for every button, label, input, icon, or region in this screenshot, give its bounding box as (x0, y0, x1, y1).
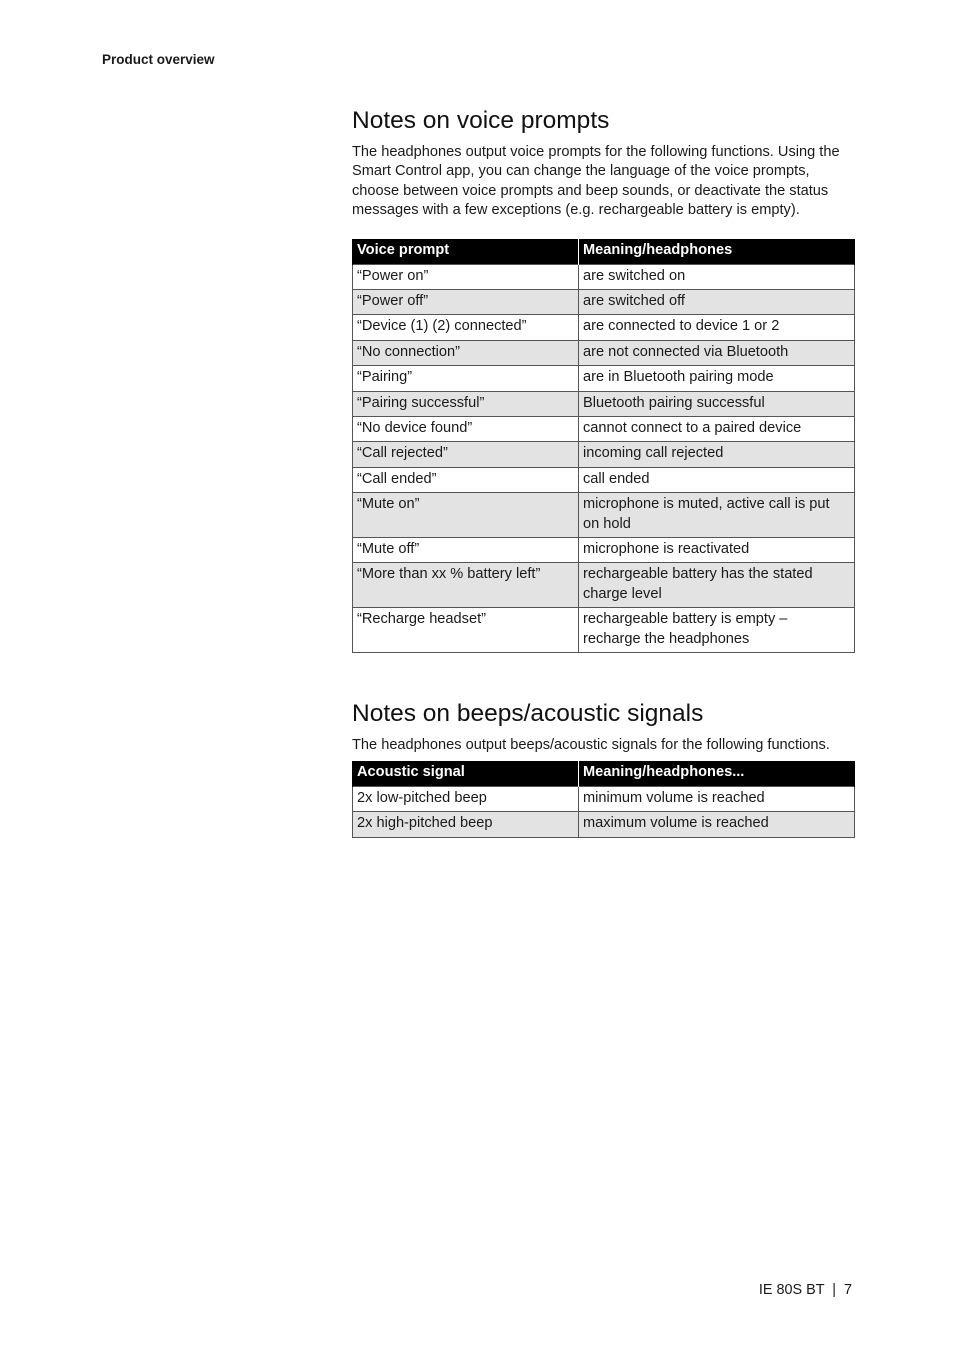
voice-prompt-cell: “Device (1) (2) connected” (353, 315, 579, 340)
meaning-cell: are switched off (579, 290, 855, 315)
table-header-row (353, 239, 855, 264)
table-row (353, 442, 855, 467)
meaning-cell: are connected to device 1 or 2 (579, 315, 855, 340)
voice-prompt-cell: “Pairing successful” (353, 391, 579, 416)
table-row (353, 786, 855, 811)
table-row (353, 563, 855, 608)
meaning-cell: rechargeable battery has the stated charge level (579, 563, 855, 608)
table-row (353, 366, 855, 391)
voice-prompt-cell: “No connection” (353, 340, 579, 365)
voice-prompt-cell: “Mute off” (353, 538, 579, 563)
meaning-cell: microphone is muted, active call is put on hold (579, 493, 855, 538)
meaning-cell: incoming call rejected (579, 442, 855, 467)
meaning-cell: are switched on (579, 264, 855, 289)
table-row (353, 493, 855, 538)
column-header-meaning: Meaning/headphones... (579, 761, 855, 786)
table-row (353, 315, 855, 340)
page-footer (759, 1282, 852, 1298)
voice-prompt-cell: “Power off” (353, 290, 579, 315)
meaning-cell: are not connected via Bluetooth (579, 340, 855, 365)
page-number: 7 (843, 1282, 852, 1298)
table-row (353, 608, 855, 653)
column-header-meaning: Meaning/headphones (579, 239, 855, 264)
meaning-cell: Bluetooth pairing successful (579, 391, 855, 416)
table-row (353, 538, 855, 563)
table-row (353, 290, 855, 315)
voice-prompt-cell: “Recharge headset” (353, 608, 579, 653)
acoustic-signal-cell: 2x high-pitched beep (353, 812, 579, 837)
section-intro: The headphones output voice prompts for the following functions. Using the Smart Control app, you can change the language of the voice prompts, choose between voice prompts and beep sounds, or deactivate the status messages with a few exceptions (e.g. rechargeable battery is empty). (352, 144, 840, 218)
voice-prompt-cell: “Pairing” (353, 366, 579, 391)
table-header-row (353, 761, 855, 786)
running-header: Product overview (102, 52, 215, 67)
meaning-cell: call ended (579, 467, 855, 492)
section-title: Notes on beeps/acoustic signals (352, 700, 704, 727)
table-row (353, 340, 855, 365)
voice-prompts-table (352, 239, 855, 653)
meaning-cell: microphone is reactivated (579, 538, 855, 563)
column-header-voice-prompt: Voice prompt (353, 239, 579, 264)
meaning-cell: minimum volume is reached (579, 786, 855, 811)
product-name: IE 80S BT (758, 1282, 825, 1298)
voice-prompt-cell: “More than xx % battery left” (353, 563, 579, 608)
acoustic-signals-table (352, 761, 855, 837)
table-row (353, 467, 855, 492)
voice-prompts-section (352, 104, 854, 653)
voice-prompt-cell: “Mute on” (353, 493, 579, 538)
footer-separator: | (832, 1282, 836, 1298)
acoustic-signals-section (352, 697, 854, 838)
table-row (353, 264, 855, 289)
meaning-cell: rechargeable battery is empty – recharge the headphones (579, 608, 855, 653)
acoustic-signal-cell: 2x low-pitched beep (353, 786, 579, 811)
table-row (353, 812, 855, 837)
meaning-cell: are in Bluetooth pairing mode (579, 366, 855, 391)
column-header-acoustic-signal: Acoustic signal (353, 761, 579, 786)
section-title: Notes on voice prompts (352, 107, 610, 134)
meaning-cell: cannot connect to a paired device (579, 417, 855, 442)
voice-prompt-cell: “No device found” (353, 417, 579, 442)
voice-prompt-cell: “Call rejected” (353, 442, 579, 467)
voice-prompt-cell: “Power on” (353, 264, 579, 289)
voice-prompt-cell: “Call ended” (353, 467, 579, 492)
table-row (353, 417, 855, 442)
section-intro: The headphones output beeps/acoustic signals for the following functions. (352, 737, 830, 753)
table-row (353, 391, 855, 416)
meaning-cell: maximum volume is reached (579, 812, 855, 837)
